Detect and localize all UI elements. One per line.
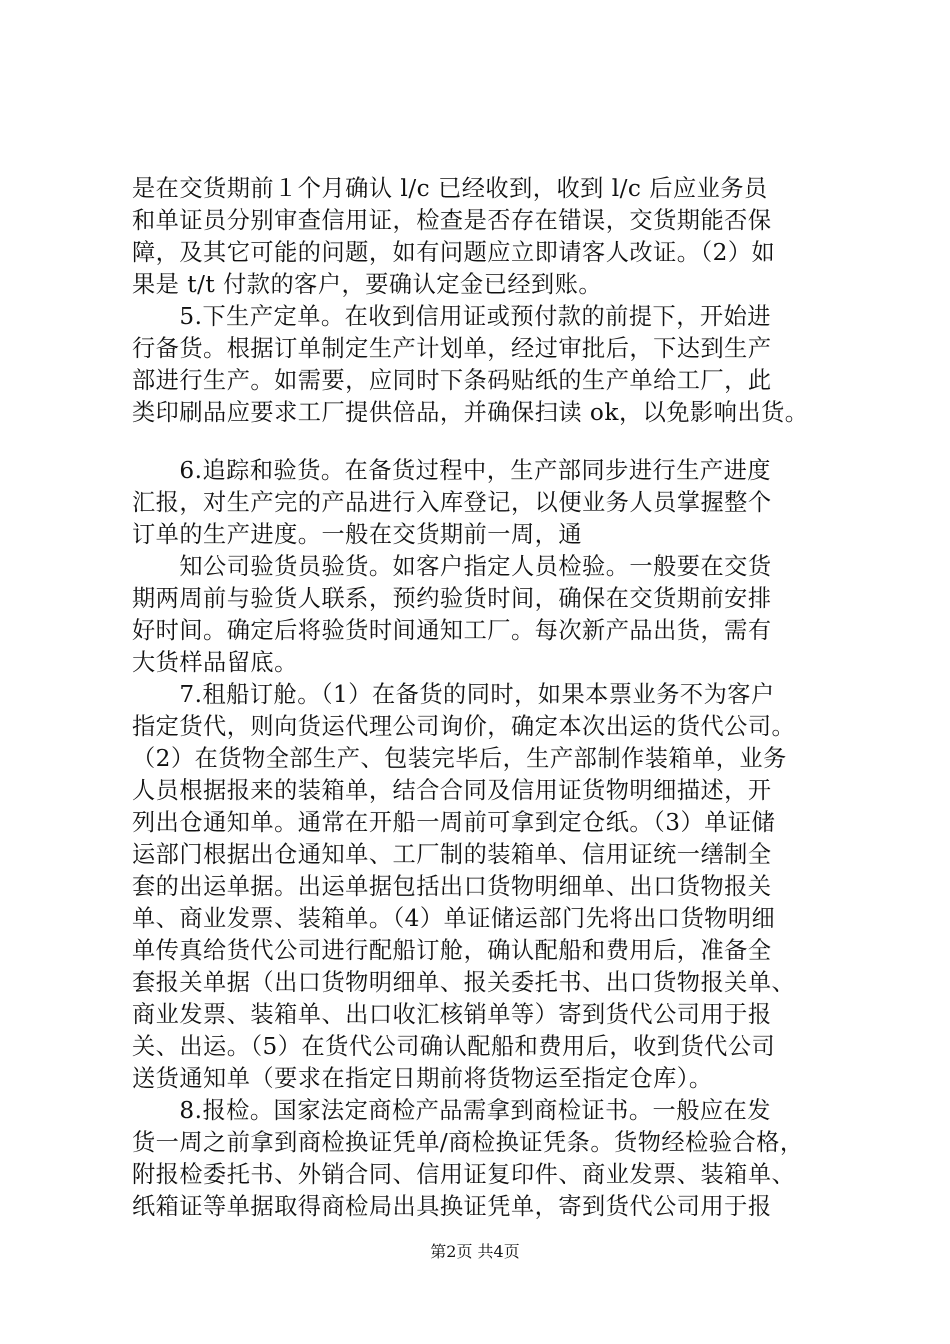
text-line: 障，及其它可能的问题，如有问题应立即请客人改证。（2）如 [132,239,776,266]
text-line: 附报检委托书、外销合同、信用证复印件、商业发票、装箱单、 [132,1161,796,1188]
text-line: 果是 t/t 付款的客户，要确认定金已经到账。 [132,271,603,298]
text-line: 套报关单据（出口货物明细单、报关委托书、出口货物报关单、 [132,969,796,996]
text-line: 关、出运。（5）在货代公司确认配船和费用后，收到货代公司 [132,1033,776,1060]
text-line: 是在交货期前１个月确认 l/c 已经收到，收到 l/c 后应业务员 [132,175,768,202]
text-line: 货一周之前拿到商检换证凭单/商检换证凭条。货物经检验合格， [132,1129,804,1156]
text-line: 行备货。根据订单制定生产计划单，经过审批后，下达到生产 [132,335,772,362]
text-line: 人员根据报来的装箱单，结合合同及信用证货物明细描述，开 [132,777,772,804]
text-line: 期两周前与验货人联系，预约验货时间，确保在交货期前安排 [132,585,772,612]
text-line: 和单证员分别审查信用证，检查是否存在错误，交货期能否保 [132,207,772,234]
text-line: 订单的生产进度。一般在交货期前一周，通 [132,521,583,548]
text-line: 好时间。确定后将验货时间通知工厂。每次新产品出货，需有 [132,617,772,644]
text-line: 汇报，对生产完的产品进行入库登记，以便业务人员掌握整个 [132,489,772,516]
text-line: 8.报检。国家法定商检产品需拿到商检证书。一般应在发 [132,1097,771,1124]
text-line: 运部门根据出仓通知单、工厂制的装箱单、信用证统一缮制全 [132,841,772,868]
page-number-footer: 第2页 共4页 [430,1242,520,1261]
text-line: 大货样品留底。 [132,649,298,676]
text-line: 列出仓通知单。通常在开船一周前可拿到定仓纸。（3）单证储 [132,809,776,836]
text-line: （2）在货物全部生产、包装完毕后，生产部制作装箱单，业务 [132,745,787,772]
text-line: 7.租船订舱。（1）在备货的同时，如果本票业务不为客户 [132,681,775,708]
text-line: 套的出运单据。出运单据包括出口货物明细单、出口货物报关 [132,873,772,900]
text-line: 单、商业发票、装箱单。（4）单证储运部门先将出口货物明细 [132,905,776,932]
text-line: 类印刷品应要求工厂提供倍品，并确保扫读 ok，以免影响出货。 [132,399,809,426]
text-line: 6.追踪和验货。在备货过程中，生产部同步进行生产进度 [132,457,771,484]
text-line: 纸箱证等单据取得商检局出具换证凭单，寄到货代公司用于报 [132,1193,772,1220]
text-line: 知公司验货员验货。如客户指定人员检验。一般要在交货 [132,553,772,580]
text-line: 5.下生产定单。在收到信用证或预付款的前提下，开始进 [132,303,771,330]
text-line: 指定货代，则向货运代理公司询价，确定本次出运的货代公司。 [132,713,796,740]
text-line: 单传真给货代公司进行配船订舱，确认配船和费用后，准备全 [132,937,772,964]
text-line: 送货通知单（要求在指定日期前将货物运至指定仓库）。 [132,1065,713,1092]
text-line: 部进行生产。如需要，应同时下条码贴纸的生产单给工厂，此 [132,367,772,394]
text-line: 商业发票、装箱单、出口收汇核销单等）寄到货代公司用于报 [132,1001,772,1028]
